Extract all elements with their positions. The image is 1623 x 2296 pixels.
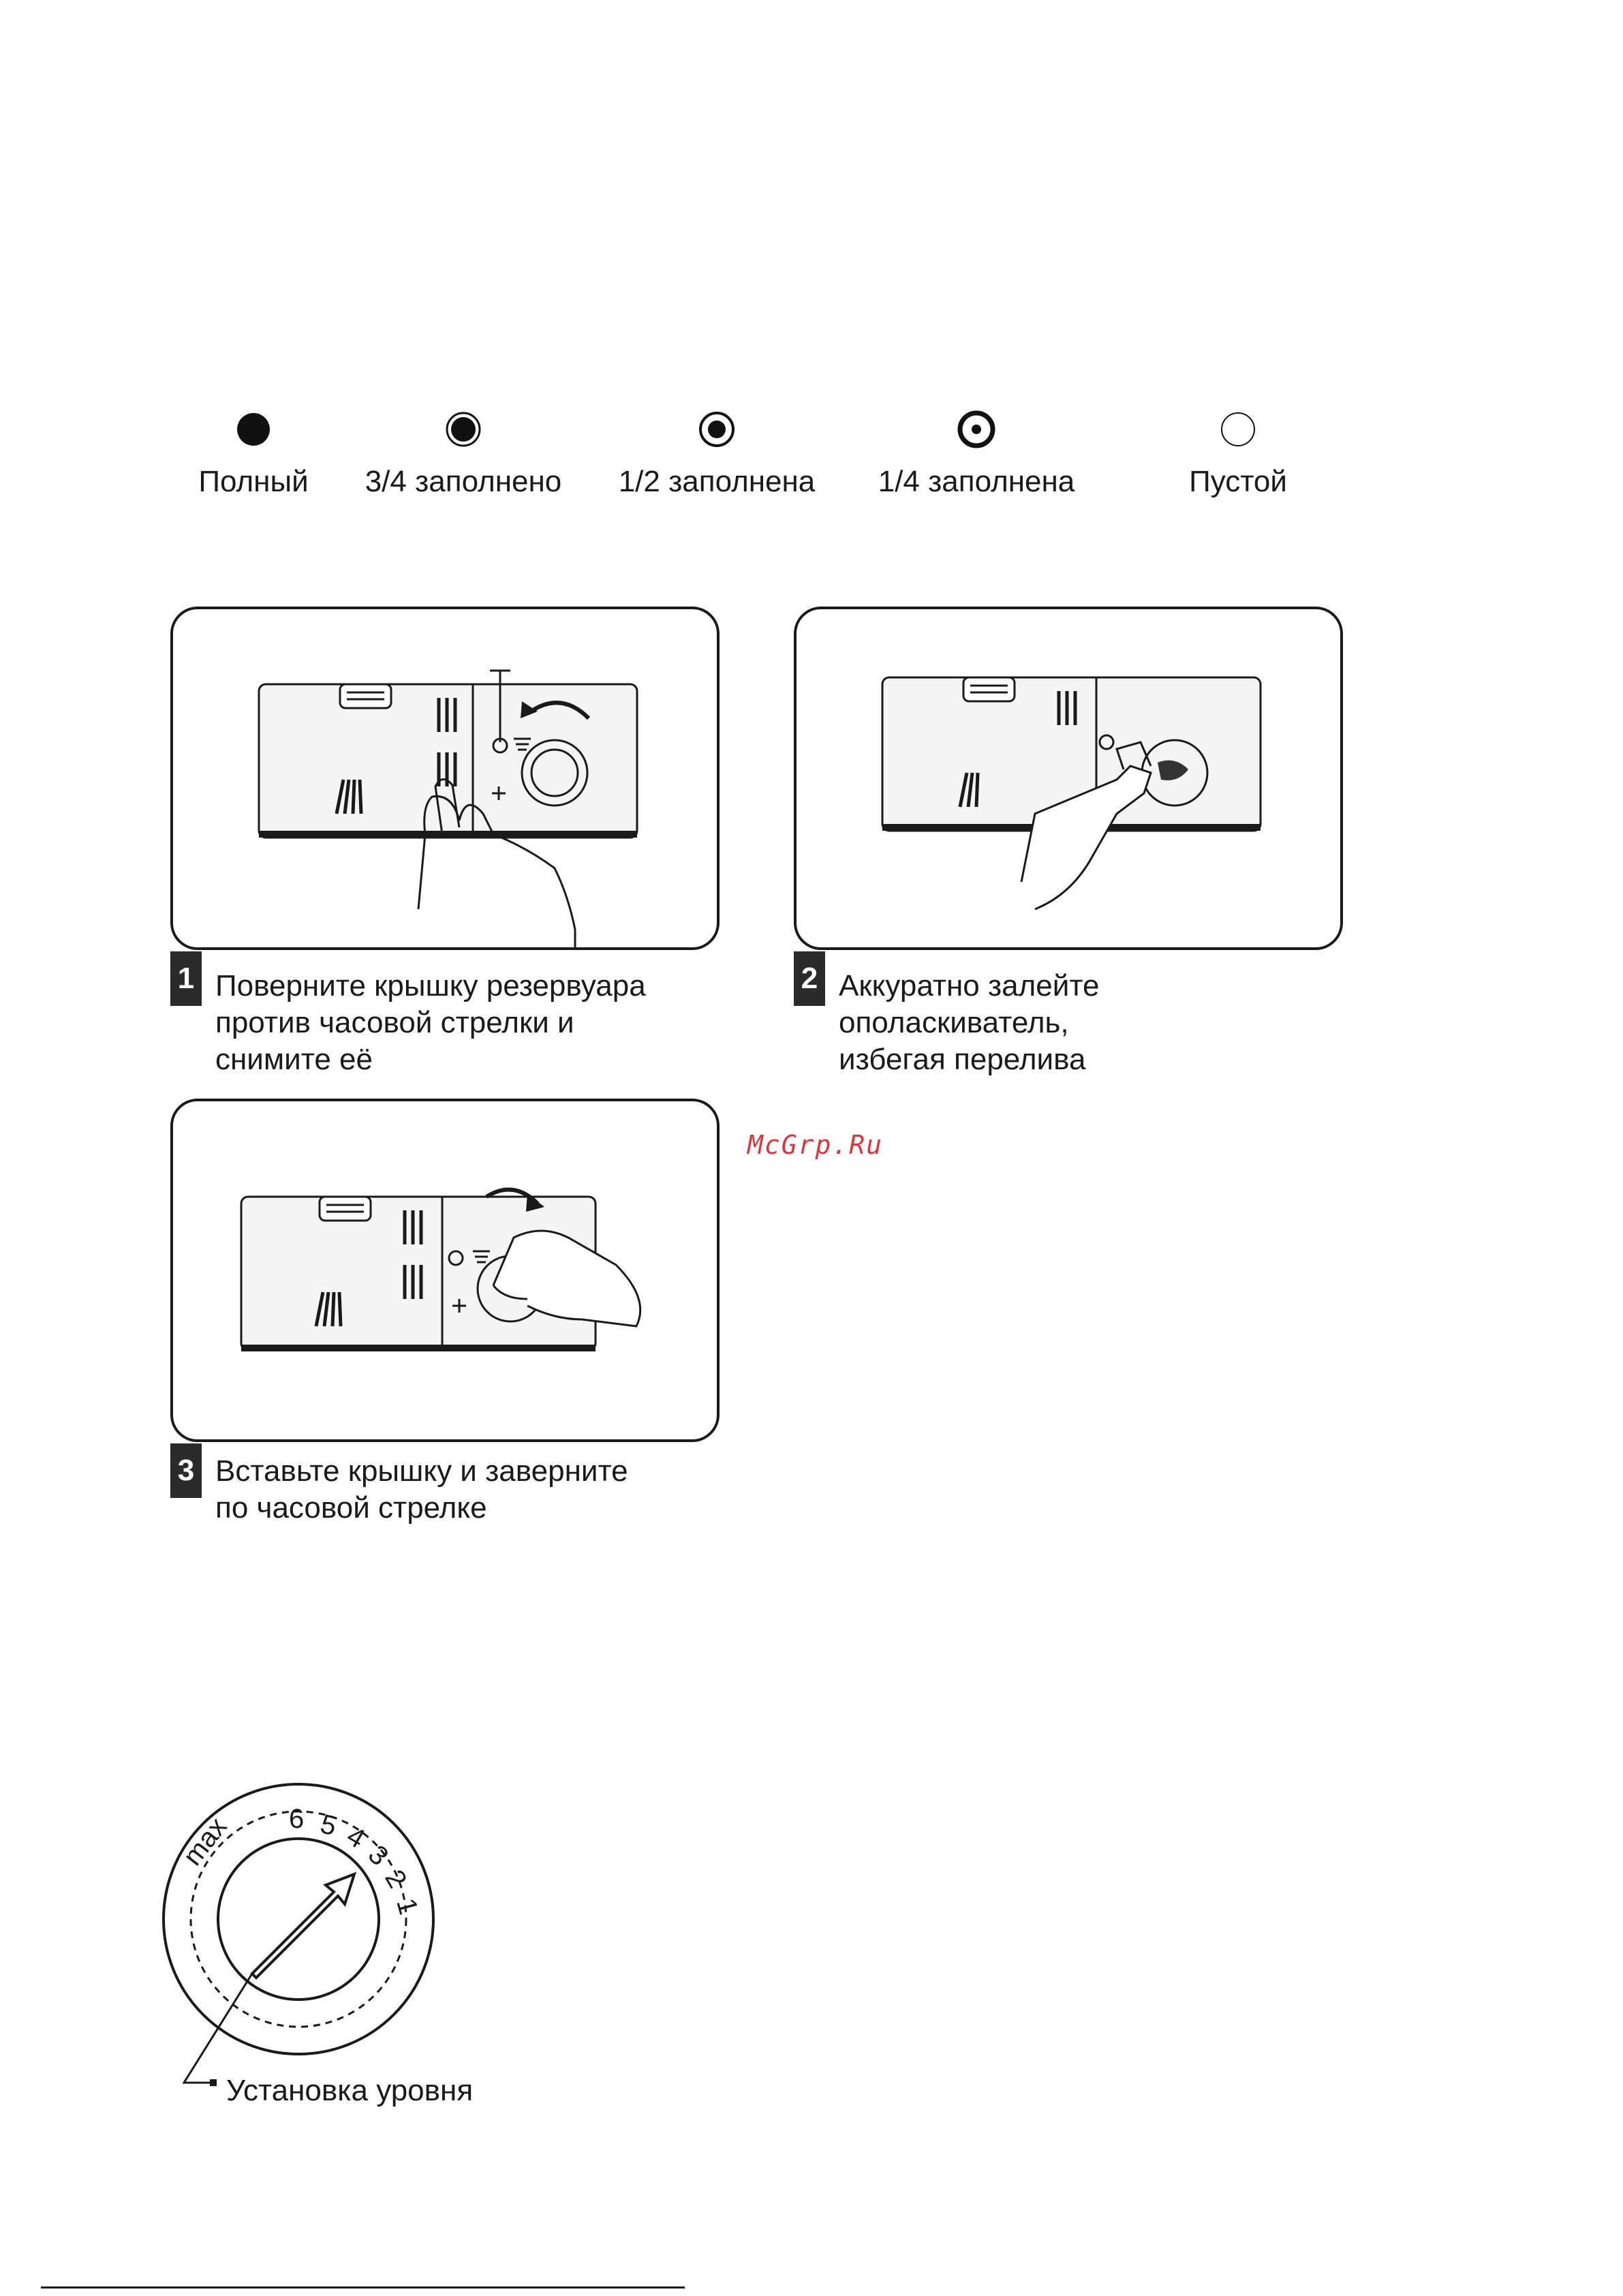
step3-line2: по часовой стрелке bbox=[215, 1491, 487, 1525]
indicator-three-quarter-icon bbox=[443, 409, 484, 450]
step1-number: 1 bbox=[170, 951, 202, 1006]
step3-text bbox=[215, 1453, 720, 1527]
indicator-half-label: 1/2 заполнена bbox=[618, 465, 816, 498]
step1-text bbox=[215, 968, 720, 1078]
dial-scale-2: 2 bbox=[379, 1865, 413, 1893]
step1-line2: против часовой стрелки и bbox=[215, 1006, 574, 1039]
indicator-empty bbox=[1136, 409, 1340, 499]
indicator-full-icon bbox=[233, 409, 274, 450]
step1-line3: снимите её bbox=[215, 1043, 373, 1076]
step1-line1: Поверните крышку резервуара bbox=[215, 969, 646, 1002]
step1-illustration bbox=[170, 607, 720, 950]
dial-scale-3: 3 bbox=[362, 1839, 395, 1872]
dial-scale-1: 1 bbox=[390, 1895, 424, 1918]
watermark: McGrp.Ru bbox=[747, 1130, 884, 1160]
step2-number: 2 bbox=[794, 951, 825, 1006]
step2-illustration bbox=[794, 607, 1343, 950]
dial-scale-6: 6 bbox=[289, 1804, 305, 1834]
indicator-quarter-icon bbox=[956, 409, 997, 450]
step3-number: 3 bbox=[170, 1443, 202, 1498]
dial-scale-5: 5 bbox=[317, 1809, 340, 1842]
indicator-empty-label: Пустой bbox=[1189, 465, 1287, 498]
rinse-level-dial bbox=[150, 1772, 450, 2113]
dispenser-close-cap-illustration bbox=[173, 1101, 717, 1439]
step2-line1: Аккуратно залейте bbox=[839, 969, 1100, 1002]
indicator-three-quarter-label: 3/4 заполнено bbox=[365, 465, 562, 498]
dispenser-fill-bottle-illustration bbox=[797, 609, 1340, 947]
step3-line1: Вставьте крышку и заверните bbox=[215, 1454, 628, 1488]
indicator-quarter bbox=[874, 409, 1079, 499]
indicator-full-label: Полный bbox=[198, 465, 309, 498]
indicator-half bbox=[615, 409, 819, 499]
step2-line3: избегая перелива bbox=[839, 1043, 1086, 1076]
step3-illustration bbox=[170, 1099, 720, 1442]
dial-max-label: max bbox=[177, 1811, 233, 1871]
indicator-three-quarter bbox=[361, 409, 566, 499]
footer-rule bbox=[41, 2286, 685, 2289]
step2-text bbox=[839, 968, 1343, 1078]
dispenser-open-cap-illustration bbox=[173, 609, 717, 947]
dial-callout-label: Установка уровня bbox=[226, 2074, 474, 2107]
indicator-empty-icon bbox=[1218, 409, 1258, 450]
indicator-half-icon bbox=[696, 409, 737, 450]
step2-line2: ополаскиватель, bbox=[839, 1006, 1069, 1039]
dial-scale-4: 4 bbox=[341, 1820, 370, 1854]
indicator-full bbox=[151, 409, 356, 499]
indicator-quarter-label: 1/4 заполнена bbox=[878, 465, 1075, 498]
